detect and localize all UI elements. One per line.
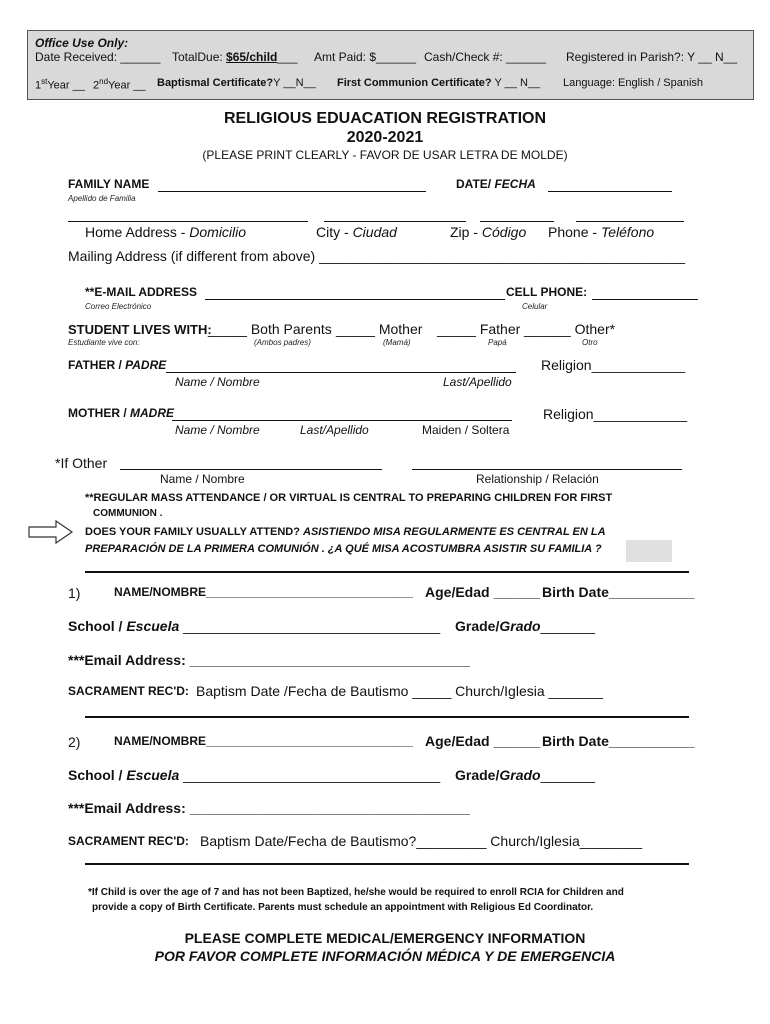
mass-question-line xyxy=(85,526,606,538)
first-year-field[interactable] xyxy=(35,77,85,92)
other-option[interactable]: ______ Other* xyxy=(524,321,616,337)
second-year-field[interactable] xyxy=(93,77,146,92)
zip-label xyxy=(450,224,526,240)
footnote-line2: provide a copy of Birth Certificate. Parents must schedule an appointment with Religious Ed Coordinator. xyxy=(92,902,594,913)
child2-grade-line: _______ xyxy=(540,767,596,783)
second-year-tail: Year __ xyxy=(108,79,146,92)
form-title: RELIGIOUS EDUACATION REGISTRATION xyxy=(223,110,547,127)
padre-text: PADRE xyxy=(125,358,167,372)
madre-text: MADRE xyxy=(130,406,174,420)
first-year-tail: Year __ xyxy=(47,79,85,92)
child2-divider xyxy=(85,863,689,865)
zip-line[interactable] xyxy=(480,221,554,222)
language-field[interactable]: Language: English / Spanish xyxy=(563,77,704,89)
father-option[interactable]: _____ Father xyxy=(437,321,521,337)
date-label xyxy=(456,177,536,191)
father-last-sub: Last/Apellido xyxy=(443,375,512,389)
child2-escuela-label: Escuela xyxy=(126,767,180,783)
mother-maiden-sub: Maiden / Soltera xyxy=(422,423,510,437)
lives-with-sub: Estudiante vive con: xyxy=(68,338,140,347)
city-label xyxy=(316,224,397,240)
total-due-label: TotalDue: xyxy=(172,50,227,64)
child1-name-field[interactable]: NAME/NOMBRE_______________________________ xyxy=(114,585,413,599)
telefono-text: Teléfono xyxy=(600,224,655,240)
mother-sub: (Mamá) xyxy=(383,338,411,347)
home-address-label xyxy=(85,224,246,240)
zip-text: Zip - xyxy=(450,224,482,240)
father-sub: Papá xyxy=(488,338,507,347)
mass-notice-line1: **REGULAR MASS ATTENDANCE / OR VIRTUAL IS CENTRAL TO PREPARING CHILDREN FOR FIRST xyxy=(85,492,613,504)
communion-label: First Communion Certificate? xyxy=(337,77,492,89)
lives-with-label: STUDENT LIVES WITH: xyxy=(68,322,212,337)
father-religion-field[interactable]: Religion____________ xyxy=(541,357,686,373)
mother-text: MOTHER / xyxy=(68,406,130,420)
child1-school-label: School / xyxy=(68,618,127,634)
child1-grado-label: Grado xyxy=(499,618,541,634)
amount-paid-field[interactable]: Amt Paid: $______ xyxy=(314,50,417,64)
form-instruction: (PLEASE PRINT CLEARLY - FAVOR DE USAR LETRA DE MOLDE) xyxy=(202,148,568,162)
cell-phone-line[interactable] xyxy=(592,299,698,300)
email-label: **E-MAIL ADDRESS xyxy=(85,285,198,299)
father-label xyxy=(68,358,166,372)
mass-question-en: DOES YOUR FAMILY USUALLY ATTEND? xyxy=(85,526,303,538)
child1-birth-field[interactable]: Birth Date___________ xyxy=(542,584,695,600)
footnote-line1: *If Child is over the age of 7 and has not been Baptized, he/she would be required to enroll RCIA for Children and xyxy=(88,887,624,898)
child2-age-field[interactable]: Age/Edad ______ xyxy=(425,733,541,749)
child2-school-field[interactable] xyxy=(68,767,440,783)
mother-label xyxy=(68,406,174,420)
mother-name-line[interactable] xyxy=(172,420,512,421)
domicilio-text: Domicilio xyxy=(189,224,247,240)
communion-yn: Y __ N__ xyxy=(491,77,541,89)
first-year-sup: st xyxy=(41,77,48,86)
cell-phone-label: CELL PHONE: xyxy=(506,285,588,299)
child1-grade-field[interactable] xyxy=(455,618,595,634)
mass-question-es: ASISTIENDO MISA REGULARMENTE ES CENTRAL EN LA xyxy=(303,526,606,538)
child1-number: 1) xyxy=(68,585,81,601)
child2-school-line: _________________________________ xyxy=(179,767,441,783)
baptismal-certificate-field[interactable] xyxy=(157,77,316,89)
family-name-label: FAMILY NAME xyxy=(68,177,150,191)
cell-phone-sub: Celular xyxy=(522,302,548,311)
medical-notice-es: POR FAVOR COMPLETE INFORMACIÓN MÉDICA Y DE EMERGENCIA xyxy=(154,948,616,964)
total-due-field[interactable] xyxy=(172,50,297,64)
child2-birth-field[interactable]: Birth Date___________ xyxy=(542,733,695,749)
email-sub: Correo Electrónico xyxy=(85,302,152,311)
arrow-right-icon xyxy=(28,519,74,545)
ciudad-text: Ciudad xyxy=(352,224,397,240)
if-other-relationship-sub: Relationship / Relación xyxy=(476,472,599,486)
other-sub: Otro xyxy=(582,338,598,347)
date-text: DATE/ xyxy=(456,177,495,191)
both-parents-sub: (Ambos padres) xyxy=(254,338,311,347)
child1-baptism-field[interactable]: Baptism Date /Fecha de Bautismo _____ Church/Iglesia _______ xyxy=(196,683,604,699)
child1-school-field[interactable] xyxy=(68,618,440,634)
registered-parish-field[interactable]: Registered in Parish?: Y __ N__ xyxy=(566,50,737,64)
father-text: FATHER / xyxy=(68,358,126,372)
first-year-num: 1 xyxy=(35,79,42,92)
phone-line[interactable] xyxy=(576,221,684,222)
mother-option[interactable]: _____ Mother xyxy=(336,321,423,337)
mother-name-sub: Name / Nombre xyxy=(175,423,260,437)
office-heading: Office Use Only: xyxy=(35,36,129,50)
baptismal-label: Baptismal Certificate? xyxy=(157,77,274,89)
email-line[interactable] xyxy=(205,299,505,300)
child2-email-field[interactable]: ***Email Address: ____________________________________ xyxy=(68,800,470,816)
child2-baptism-field[interactable]: Baptism Date/Fecha de Bautismo?_________ Church/Iglesia________ xyxy=(200,833,643,849)
phone-label xyxy=(548,224,654,240)
child2-sacrament-label: SACRAMENT REC'D: xyxy=(68,834,189,848)
mother-last-sub: Last/Apellido xyxy=(300,423,369,437)
child1-grade-label: Grade/ xyxy=(455,618,500,634)
child2-school-label: School / xyxy=(68,767,127,783)
home-address-line[interactable] xyxy=(68,221,308,222)
mailing-address-field[interactable]: Mailing Address (if different from above) _______________________________________________ xyxy=(68,248,686,264)
communion-certificate-field[interactable] xyxy=(337,77,540,89)
child1-email-field[interactable]: ***Email Address: ____________________________________ xyxy=(68,652,470,668)
if-other-relationship-line[interactable] xyxy=(412,469,682,470)
mother-religion-field[interactable]: Religion____________ xyxy=(543,406,688,422)
child2-number: 2) xyxy=(68,734,81,750)
fecha-text: FECHA xyxy=(494,177,536,191)
city-line[interactable] xyxy=(324,221,466,222)
child1-divider xyxy=(85,716,689,718)
family-name-line[interactable] xyxy=(158,191,426,192)
cash-check-field[interactable]: Cash/Check #: ______ xyxy=(424,50,547,64)
second-year-num: 2 xyxy=(93,79,100,92)
child2-grade-field[interactable] xyxy=(455,767,595,783)
form-year: 2020-2021 xyxy=(346,129,424,146)
codigo-text: Código xyxy=(481,224,527,240)
phone-text: Phone - xyxy=(548,224,601,240)
child2-grade-label: Grade/ xyxy=(455,767,500,783)
child2-name-field[interactable]: NAME/NOMBRE_______________________________ xyxy=(114,734,413,748)
child1-sacrament-label: SACRAMENT REC'D: xyxy=(68,684,189,698)
father-name-line[interactable] xyxy=(166,372,516,373)
date-line[interactable] xyxy=(548,191,672,192)
if-other-name-line[interactable] xyxy=(120,469,382,470)
mass-notice-line4: PREPARACIÓN DE LA PRIMERA COMUNIÓN . ¿A QUÉ MISA ACOSTUMBRA ASISTIR SU FAMILIA ? xyxy=(85,543,602,555)
if-other-name-sub: Name / Nombre xyxy=(160,472,245,486)
mass-answer-field[interactable] xyxy=(626,540,672,562)
child1-escuela-label: Escuela xyxy=(126,618,180,634)
second-year-sup: nd xyxy=(99,77,109,86)
date-received-field[interactable]: Date Received: ______ xyxy=(35,50,161,64)
total-due-value: $65/child xyxy=(226,50,278,64)
baptismal-yn: Y __N__ xyxy=(273,77,316,89)
child1-school-line: _________________________________ xyxy=(179,618,441,634)
child2-grado-label: Grado xyxy=(499,767,541,783)
home-address-text: Home Address - xyxy=(85,224,190,240)
total-due-tail: ___ xyxy=(277,50,298,64)
family-name-sub: Apellido de Familia xyxy=(68,194,136,203)
if-other-label: *If Other xyxy=(55,455,108,471)
medical-notice-en: PLEASE COMPLETE MEDICAL/EMERGENCY INFORMATION xyxy=(184,930,586,946)
child1-age-field[interactable]: Age/Edad ______ xyxy=(425,584,541,600)
child1-grade-line: _______ xyxy=(540,618,596,634)
mass-notice-line2: COMMUNION . xyxy=(93,508,163,519)
city-text: City - xyxy=(316,224,353,240)
both-parents-option[interactable]: _____ Both Parents xyxy=(208,321,332,337)
father-name-sub: Name / Nombre xyxy=(175,375,260,389)
section-divider xyxy=(85,571,689,573)
